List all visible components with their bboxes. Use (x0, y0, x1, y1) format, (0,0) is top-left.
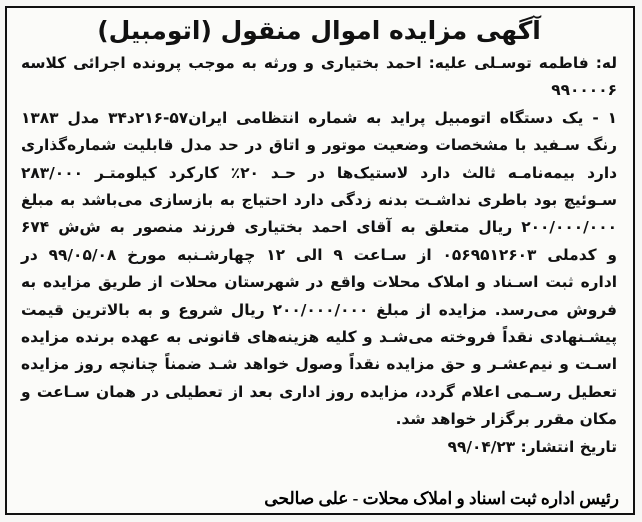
body-line-6: و کدملی ۰۵۶۹۵۱۲۶۰۳ از سـاعت ۹ الی ۱۲ چهارشـنبه مورخ ۹۹/۰۵/۰۸ در (21, 245, 617, 264)
body-line-12: مکان مقرر برگزار خواهد شد. (395, 410, 617, 429)
body-line-9: پیشـنهادی نقداً فروخته می‌شـد و کلیه هزینه‌های قانونی به عهده برنده مزایده (21, 328, 617, 346)
notice-content (21, 8, 617, 513)
body-line-8: فروش می‌رسد. مزایده از مبلغ ۲۰۰/۰۰۰/۰۰۰ ریال شروع و به بالاترین قیمت (21, 300, 617, 319)
body-line-10: اسـت و نیم‌عشـر و حق مزایده نقداً وصول خواهد شـد ضمناً چنانچه روز مزایده (21, 355, 617, 374)
body-line-11: تعطیل رسـمی اعلام گردد، مزایده روز اداری بعد از تعطیلی در همان سـاعت و (21, 382, 617, 401)
case-number: ۹۹۰۰۰۰۶ (551, 81, 617, 100)
body-line-5: ۲۰۰/۰۰۰/۰۰۰ ریال متعلق به آقای احمد بختیاری فرزند منصور به ش‌ش ۶۷۴ (21, 218, 617, 237)
body-line-3: دارد بیمه‌نامـه ثالث دارد لاستیک‌ها در حـد ۲۰٪ کارکرد کیلومتـر ۲۸۳/۰۰۰ (21, 163, 617, 182)
signature-line: رئیس اداره ثبت اسناد و املاک محلات - علی صالحی (264, 489, 619, 508)
publish-date: تاریخ انتشار: ۹۹/۰۴/۲۳ (447, 437, 617, 456)
parties-line: له: فاطمه توسـلی علیه: احمد بختیاری و ورثه به موجب پرونده اجرائی کلاسه (21, 54, 617, 72)
body-line-1: ۱ - یک دستگاه اتومبیل پراید به شماره انتظامی ایران۵۷-۲۱۶د۳۴ مدل ۱۳۸۳ (21, 108, 617, 127)
body-line-4: سـوئیچ بود باطری نداشـت بدنه زدگی دارد احتیاج به بازسازی می‌باشد به مبلغ (21, 191, 617, 209)
body-line-7: اداره ثبت اسـناد و املاک محلات واقع در شهرستان محلات از طریق مزایده به (21, 273, 617, 292)
notice-title: آگهی مزایده اموال منقول (اتومبیل) (97, 16, 541, 45)
notice-frame (5, 6, 635, 515)
body-line-2: رنگ سـفید با مشخصات وضعیت موتور و اتاق در حد مدل قابلیت شماره‌گذاری (21, 136, 617, 155)
